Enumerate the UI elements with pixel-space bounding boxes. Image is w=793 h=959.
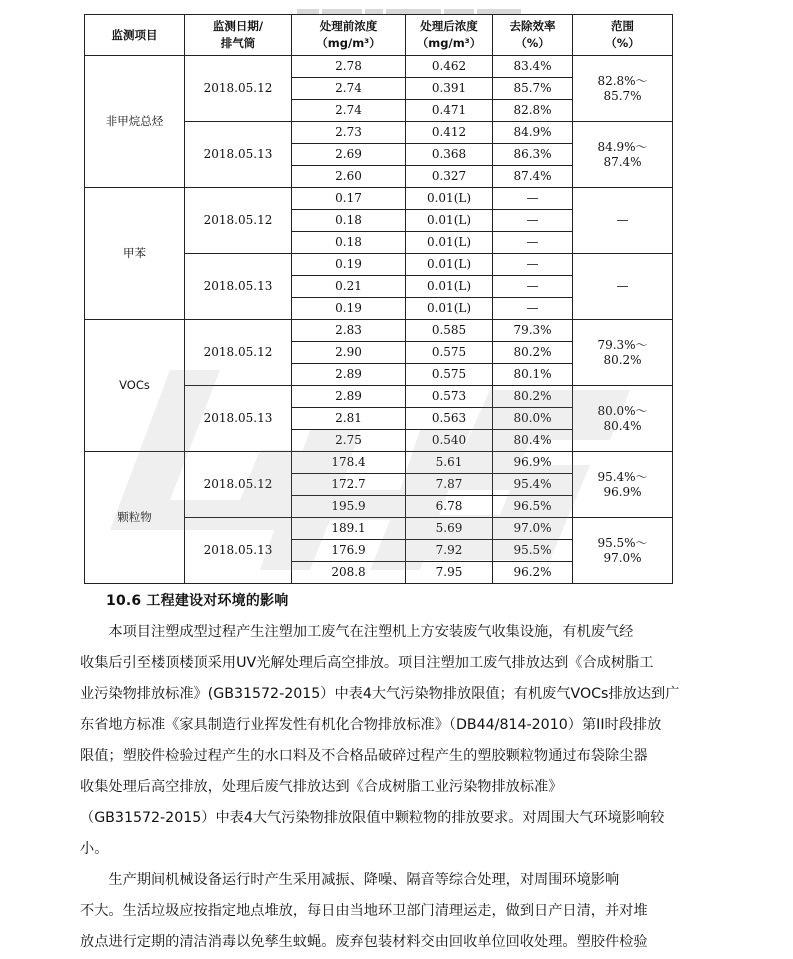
removal-efficiency-cell: 82.8%: [493, 100, 573, 122]
header-cell: [493, 15, 573, 56]
header-line: 范围: [611, 19, 634, 33]
paragraph-line: 本项目注塑成型过程产生注塑加工废气在注塑机上方安装废气收集设施，有机废气经: [80, 624, 634, 640]
table-body: [85, 56, 673, 584]
paragraph-line: 业污染物排放标准》(GB31572-2015）中表4大气污染物排放限值；有机废气VOCs排放达到广: [80, 686, 680, 702]
date-cell: 2018.05.12: [185, 188, 292, 254]
after-concentration-cell: 0.573: [406, 386, 493, 408]
header-cell: [185, 15, 292, 56]
after-concentration-cell: 0.01(L): [406, 276, 493, 298]
after-concentration-cell: 5.69: [406, 518, 493, 540]
range-line: 80.0%～: [597, 403, 648, 418]
monitoring-item-cell: VOCs: [85, 320, 185, 452]
removal-efficiency-cell: 80.4%: [493, 430, 573, 452]
paragraph-line: 收集后引至楼顶楼顶采用UV光解处理后高空排放。项目注塑加工废气排放达到《合成树脂工: [80, 655, 654, 671]
paragraph-line: 收集处理后高空排放，处理后废气排放达到《合成树脂工业污染物排放标准》: [80, 779, 563, 795]
header-line: （%）: [605, 36, 640, 50]
before-concentration-cell: 0.19: [292, 254, 406, 276]
removal-efficiency-cell: 96.5%: [493, 496, 573, 518]
removal-efficiency-cell: 80.2%: [493, 342, 573, 364]
before-concentration-cell: 0.21: [292, 276, 406, 298]
before-concentration-cell: 172.7: [292, 474, 406, 496]
before-concentration-cell: 208.8: [292, 562, 406, 584]
range-line: 96.9%: [603, 484, 642, 499]
header-cell: [406, 15, 493, 56]
header-line: （%）: [515, 36, 550, 50]
removal-efficiency-cell: —: [493, 298, 573, 320]
before-concentration-cell: 2.78: [292, 56, 406, 78]
after-concentration-cell: 0.462: [406, 56, 493, 78]
before-concentration-cell: 2.69: [292, 144, 406, 166]
paragraph-line: 东省地方标准《家具制造行业挥发性有机化合物排放标准》（DB44/814-2010）第II时段排放: [80, 717, 662, 733]
before-concentration-cell: 0.17: [292, 188, 406, 210]
date-cell: 2018.05.12: [185, 452, 292, 518]
date-cell: 2018.05.12: [185, 320, 292, 386]
range-cell: [573, 122, 673, 188]
monitoring-item-cell: 甲苯: [85, 188, 185, 320]
after-concentration-cell: 0.471: [406, 100, 493, 122]
paragraph-line: 生产期间机械设备运行时产生采用减振、降噪、隔音等综合处理，对周围环境影响: [80, 872, 620, 888]
range-cell: [573, 320, 673, 386]
after-concentration-cell: 7.92: [406, 540, 493, 562]
after-concentration-cell: 0.575: [406, 342, 493, 364]
header-cell: [85, 15, 185, 56]
table-row: [85, 56, 673, 78]
before-concentration-cell: 2.75: [292, 430, 406, 452]
after-concentration-cell: 7.87: [406, 474, 493, 496]
range-line: 82.8%～: [597, 73, 648, 88]
before-concentration-cell: 0.18: [292, 210, 406, 232]
before-concentration-cell: 195.9: [292, 496, 406, 518]
range-line: 80.4%: [603, 418, 642, 433]
range-line: —: [616, 279, 629, 293]
before-concentration-cell: 2.81: [292, 408, 406, 430]
header-line: 处理前浓度: [319, 19, 378, 33]
header-line: 处理后浓度: [420, 19, 478, 33]
removal-efficiency-cell: 87.4%: [493, 166, 573, 188]
removal-efficiency-cell: —: [493, 254, 573, 276]
removal-efficiency-cell: 84.9%: [493, 122, 573, 144]
paragraph-air-emissions: [80, 617, 720, 865]
before-concentration-cell: 0.18: [292, 232, 406, 254]
date-cell: 2018.05.13: [185, 518, 292, 584]
before-concentration-cell: 2.74: [292, 78, 406, 100]
before-concentration-cell: 2.89: [292, 364, 406, 386]
removal-efficiency-cell: 83.4%: [493, 56, 573, 78]
section-heading: 10.6 工程建设对环境的影响: [106, 593, 289, 609]
after-concentration-cell: 0.01(L): [406, 254, 493, 276]
before-concentration-cell: 2.89: [292, 386, 406, 408]
after-concentration-cell: 0.412: [406, 122, 493, 144]
header-line: （mg/m³）: [416, 36, 482, 50]
range-cell: [573, 386, 673, 452]
after-concentration-cell: 5.61: [406, 452, 493, 474]
removal-efficiency-cell: 96.9%: [493, 452, 573, 474]
after-concentration-cell: 0.01(L): [406, 210, 493, 232]
paragraph-line: 小。: [80, 841, 109, 857]
before-concentration-cell: 2.74: [292, 100, 406, 122]
header-line: 排气筒: [220, 36, 256, 50]
before-concentration-cell: 0.19: [292, 298, 406, 320]
removal-efficiency-cell: —: [493, 188, 573, 210]
removal-efficiency-cell: 95.5%: [493, 540, 573, 562]
range-line: 80.2%: [603, 352, 642, 367]
monitoring-results-table: [84, 14, 673, 584]
after-concentration-cell: 0.368: [406, 144, 493, 166]
range-cell: [573, 452, 673, 518]
header-cell: [292, 15, 406, 56]
removal-efficiency-cell: 85.7%: [493, 78, 573, 100]
before-concentration-cell: 2.83: [292, 320, 406, 342]
before-concentration-cell: 178.4: [292, 452, 406, 474]
table-row: [85, 320, 673, 342]
range-cell: [573, 188, 673, 254]
range-line: 95.4%～: [597, 469, 648, 484]
range-line: 97.0%: [603, 550, 642, 565]
range-line: 95.5%～: [597, 535, 648, 550]
removal-efficiency-cell: 80.1%: [493, 364, 573, 386]
removal-efficiency-cell: 79.3%: [493, 320, 573, 342]
date-cell: 2018.05.12: [185, 56, 292, 122]
header-line: 监测项目: [111, 27, 158, 42]
header-line: 监测日期/: [212, 19, 264, 33]
monitoring-item-cell: 颗粒物: [85, 452, 185, 584]
removal-efficiency-cell: —: [493, 210, 573, 232]
range-cell: [573, 56, 673, 122]
range-cell: [573, 518, 673, 584]
date-cell: 2018.05.13: [185, 254, 292, 320]
table-row: [85, 188, 673, 210]
paragraph-line: 不大。生活垃圾应按指定地点堆放，每日由当地环卫部门清理运走，做到日产日清，并对堆: [80, 903, 648, 919]
removal-efficiency-cell: 80.0%: [493, 408, 573, 430]
cropped-previous-line: [297, 0, 527, 8]
removal-efficiency-cell: —: [493, 232, 573, 254]
removal-efficiency-cell: 97.0%: [493, 518, 573, 540]
header-line: 去除效率: [509, 19, 556, 33]
range-line: 79.3%～: [597, 337, 648, 352]
after-concentration-cell: 6.78: [406, 496, 493, 518]
monitoring-item-cell: 非甲烷总烃: [85, 56, 185, 188]
header-cell: [573, 15, 673, 56]
table-header: [85, 15, 673, 56]
date-cell: 2018.05.13: [185, 386, 292, 452]
before-concentration-cell: 189.1: [292, 518, 406, 540]
paragraph-noise-waste: [80, 865, 720, 958]
removal-efficiency-cell: 80.2%: [493, 386, 573, 408]
range-cell: [573, 254, 673, 320]
before-concentration-cell: 176.9: [292, 540, 406, 562]
range-line: 87.4%: [603, 154, 642, 169]
after-concentration-cell: 0.563: [406, 408, 493, 430]
header-row: [85, 15, 673, 56]
after-concentration-cell: 0.327: [406, 166, 493, 188]
after-concentration-cell: 0.01(L): [406, 188, 493, 210]
after-concentration-cell: 0.01(L): [406, 232, 493, 254]
after-concentration-cell: 0.575: [406, 364, 493, 386]
range-line: 85.7%: [603, 88, 642, 103]
before-concentration-cell: 2.90: [292, 342, 406, 364]
after-concentration-cell: 0.01(L): [406, 298, 493, 320]
after-concentration-cell: 0.585: [406, 320, 493, 342]
range-line: 84.9%～: [597, 139, 648, 154]
after-concentration-cell: 0.391: [406, 78, 493, 100]
paragraph-line: 限值；塑胶件检验过程产生的水口料及不合格品破碎过程产生的塑胶颗粒物通过布袋除尘器: [80, 748, 648, 764]
paragraph-line: 放点进行定期的清洁消毒以免孳生蚊蝇。废弃包装材料交由回收单位回收处理。塑胶件检验: [80, 934, 648, 950]
before-concentration-cell: 2.73: [292, 122, 406, 144]
date-cell: 2018.05.13: [185, 122, 292, 188]
header-line: （mg/m³）: [316, 36, 381, 50]
removal-efficiency-cell: —: [493, 276, 573, 298]
removal-efficiency-cell: 96.2%: [493, 562, 573, 584]
table-row: [85, 452, 673, 474]
after-concentration-cell: 0.540: [406, 430, 493, 452]
paragraph-line: （GB31572-2015）中表4大气污染物排放限值中颗粒物的排放要求。对周围大气环境影响较: [80, 810, 665, 826]
after-concentration-cell: 7.95: [406, 562, 493, 584]
removal-efficiency-cell: 95.4%: [493, 474, 573, 496]
removal-efficiency-cell: 86.3%: [493, 144, 573, 166]
range-line: —: [616, 213, 629, 227]
before-concentration-cell: 2.60: [292, 166, 406, 188]
